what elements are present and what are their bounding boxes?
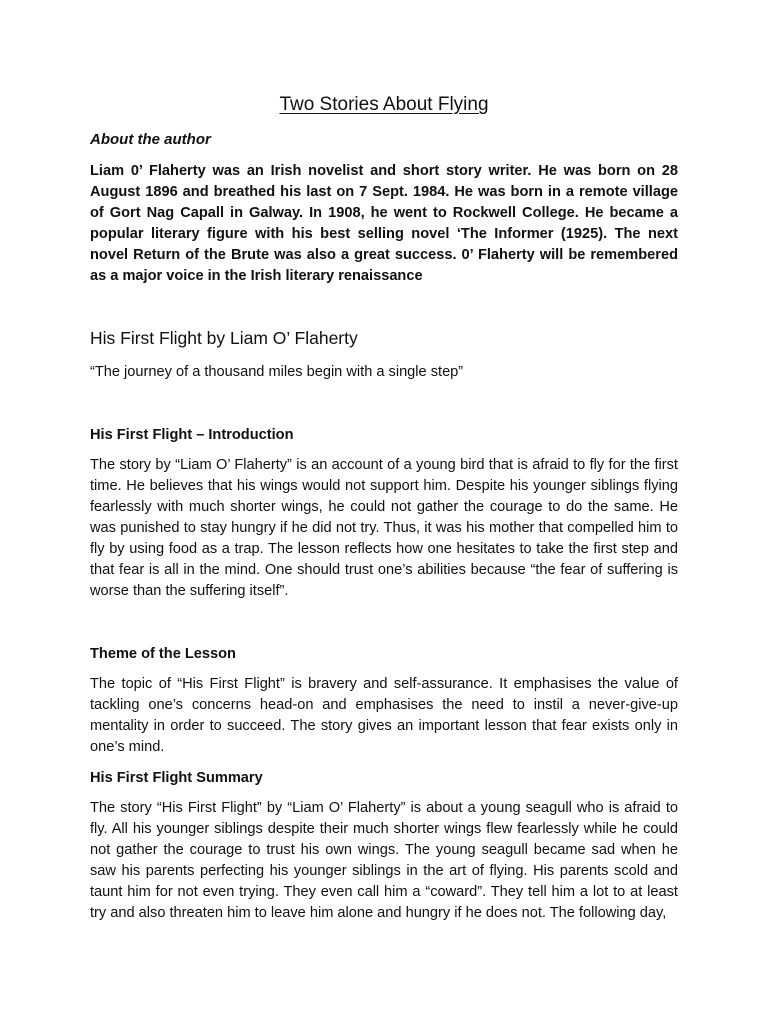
introduction-heading: His First Flight – Introduction xyxy=(90,427,294,443)
about-author-body: Liam 0’ Flaherty was an Irish novelist and short story writer. He was born on 28 August 1896 and breathed his last on 7 Sept. 1984. He was born in a remote village of Gort Nag Capall in Galway. In 1908, he went to Rockwell College. He became a popular literary figure with his best selling novel ‘The Informer (1925). The next novel Return of the Brute was also a great success. 0’ Flaherty will be remembered as a major voice in the Irish literary renaissance xyxy=(90,163,678,284)
summary-heading: His First Flight Summary xyxy=(90,770,263,786)
theme-heading: Theme of the Lesson xyxy=(90,646,236,662)
introduction-body: The story by “Liam O’ Flaherty” is an account of a young bird that is afraid to fly for the first time. He believes that his wings would not support him. Despite his younger siblings flying fearlessly with much shorter wings, he could not gather the courage to do the same. He was punished to stay hungry if he did not try. Thus, it was his mother that compelled him to fly by using food as a trap. The lesson reflects how one hesitates to take the first step and that fear is all in the mind. One should trust one’s abilities because “the fear of suffering is worse than the suffering itself”. xyxy=(90,457,678,599)
theme-body: The topic of “His First Flight” is bravery and self-assurance. It emphasises the value of tackling one’s concerns head-on and emphasises the need to instil a never-give-up mentality in order to succeed. The story gives an important lesson that fear exists only in one’s mind. xyxy=(90,676,678,755)
story-quote: “The journey of a thousand miles begin with a single step” xyxy=(90,364,464,380)
about-author-heading: About the author xyxy=(90,131,211,148)
story-heading: His First Flight by Liam O’ Flaherty xyxy=(90,328,358,348)
summary-body: The story “His First Flight” by “Liam O’ Flaherty” is about a young seagull who is afraid to fly. All his younger siblings despite their much shorter wings flew fearlessly while he could not gather the courage to trust his own wings. The young seagull became sad when he saw his parents perfecting his younger siblings in the art of flying. His parents scold and taunt him for not even trying. They even call him a “coward”. They tell him a lot to at least try and also threaten him to leave him alone and hungry if he does not. The following day, xyxy=(90,800,678,921)
document-title: Two Stories About Flying xyxy=(279,94,489,115)
